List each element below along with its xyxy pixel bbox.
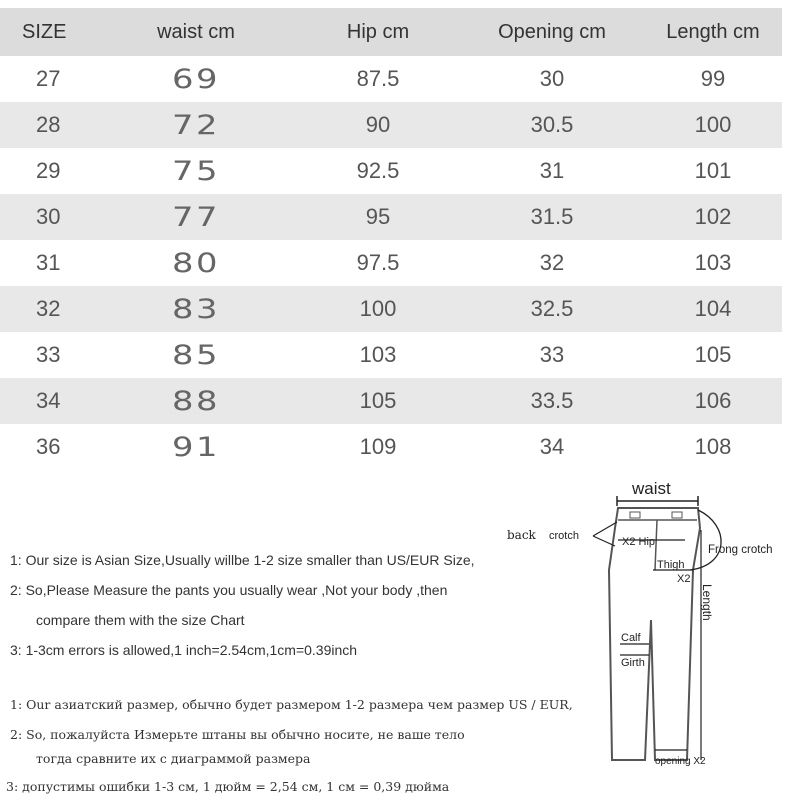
pants-measurement-diagram xyxy=(505,470,795,770)
cell-hip: 95 xyxy=(296,194,460,240)
table-row xyxy=(0,56,782,102)
table-row xyxy=(0,102,782,148)
cell-hip: 105 xyxy=(296,378,460,424)
cell-size: 36 xyxy=(0,424,96,470)
cell-opening: 30 xyxy=(460,56,644,102)
label-back-crotch: back xyxy=(507,528,536,542)
cell-length: 101 xyxy=(644,148,782,194)
cell-length: 106 xyxy=(644,378,782,424)
label-calf: Calf xyxy=(621,632,641,644)
cell-hip: 103 xyxy=(296,332,460,378)
label-waist: waist xyxy=(632,479,671,498)
cell-opening: 34 xyxy=(460,424,644,470)
cell-length: 99 xyxy=(644,56,782,102)
note-ru-asian-size: 1: Our азиатский размер, обычно будет размером 1-2 размера чем размер US / EUR, xyxy=(10,697,573,712)
note-errors-allowed: 3: 1-3cm errors is allowed,1 inch=2.54cm,1cm=0.39inch xyxy=(10,642,358,658)
note-ru-errors-allowed: 3: допустимы ошибки 1-3 см, 1 дюйм = 2,54 см, 1 см = 0,39 дюйма xyxy=(6,779,450,794)
cell-waist: 69 xyxy=(71,56,321,102)
cell-waist: 77 xyxy=(71,194,321,240)
table-row xyxy=(0,424,782,470)
cell-opening: 32.5 xyxy=(460,286,644,332)
cell-waist: 75 xyxy=(71,148,321,194)
label-hip: X2 Hip xyxy=(622,536,656,548)
cell-length: 104 xyxy=(644,286,782,332)
table-row xyxy=(0,148,782,194)
cell-hip: 92.5 xyxy=(296,148,460,194)
cell-hip: 87.5 xyxy=(296,56,460,102)
cell-opening: 33.5 xyxy=(460,378,644,424)
table-row xyxy=(0,332,782,378)
cell-waist: 72 xyxy=(71,102,321,148)
header-opening: Opening cm xyxy=(460,8,644,56)
table-header-row xyxy=(0,8,782,56)
table-row xyxy=(0,378,782,424)
cell-size: 28 xyxy=(0,102,96,148)
cell-length: 108 xyxy=(644,424,782,470)
header-size: SIZE xyxy=(0,8,96,56)
cell-length: 103 xyxy=(644,240,782,286)
note-measure-pants: 2: So,Please Measure the pants you usually wear ,Not your body ,then xyxy=(10,582,448,598)
label-back-crotch-2: crotch xyxy=(549,530,579,542)
note-compare-chart: compare them with the size Chart xyxy=(36,612,245,628)
table-row xyxy=(0,240,782,286)
cell-length: 105 xyxy=(644,332,782,378)
cell-waist: 91 xyxy=(71,424,321,470)
note-ru-measure-pants: 2: So, пожалуйста Измерьте штаны вы обычно носите, не ваше тело xyxy=(10,727,465,742)
cell-waist: 80 xyxy=(71,240,321,286)
cell-opening: 31 xyxy=(460,148,644,194)
cell-size: 34 xyxy=(0,378,96,424)
cell-opening: 31.5 xyxy=(460,194,644,240)
cell-hip: 109 xyxy=(296,424,460,470)
cell-waist: 85 xyxy=(71,332,321,378)
cell-size: 31 xyxy=(0,240,96,286)
cell-size: 27 xyxy=(0,56,96,102)
cell-opening: 30.5 xyxy=(460,102,644,148)
cell-hip: 97.5 xyxy=(296,240,460,286)
cell-hip: 90 xyxy=(296,102,460,148)
table-row xyxy=(0,286,782,332)
label-thigh-x2: X2 xyxy=(677,573,691,585)
cell-opening: 33 xyxy=(460,332,644,378)
note-ru-compare-chart: тогда сравните их с диаграммой размера xyxy=(36,751,311,766)
note-asian-size: 1: Our size is Asian Size,Usually willbe 1-2 size smaller than US/EUR Size, xyxy=(10,552,475,568)
cell-size: 29 xyxy=(0,148,96,194)
header-waist: waist cm xyxy=(96,8,296,56)
label-girth: Girth xyxy=(621,657,645,669)
label-opening: opening X2 xyxy=(655,756,706,767)
size-chart-table xyxy=(0,8,782,470)
label-length: Length xyxy=(700,584,714,621)
cell-size: 30 xyxy=(0,194,96,240)
cell-length: 102 xyxy=(644,194,782,240)
table-row xyxy=(0,194,782,240)
cell-waist: 88 xyxy=(71,378,321,424)
cell-hip: 100 xyxy=(296,286,460,332)
cell-opening: 32 xyxy=(460,240,644,286)
cell-waist: 83 xyxy=(71,286,321,332)
cell-size: 33 xyxy=(0,332,96,378)
cell-size: 32 xyxy=(0,286,96,332)
label-thigh: Thigh xyxy=(657,559,685,571)
label-front-crotch: Frong crotch xyxy=(708,544,773,556)
header-length: Length cm xyxy=(644,8,782,56)
cell-length: 100 xyxy=(644,102,782,148)
header-hip: Hip cm xyxy=(296,8,460,56)
